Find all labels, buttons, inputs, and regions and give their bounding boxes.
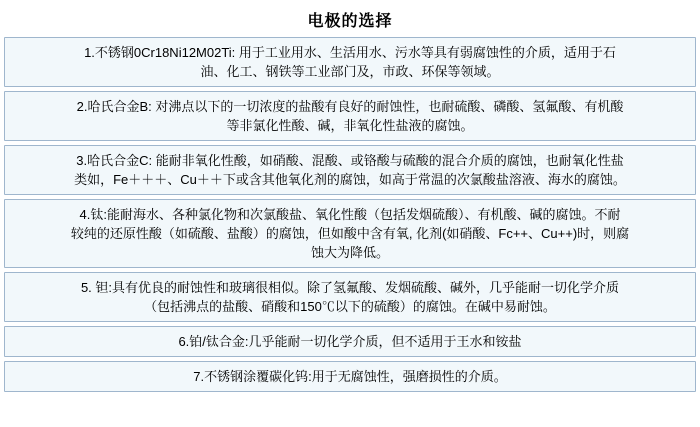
row-line: 蚀大为降低。 — [310, 245, 389, 260]
page-title: 电极的选择 — [307, 13, 393, 30]
list-item — [4, 37, 696, 87]
list-item — [4, 199, 696, 268]
list-item — [4, 272, 696, 322]
list-item — [4, 91, 696, 141]
row-line: 5. 钽:具有优良的耐蚀性和玻璃很相似。除了氢氟酸、发烟硫酸、碱外，几乎能耐一切化学介质 — [80, 280, 620, 295]
row-line: 较纯的还原性酸（如硫酸、盐酸）的腐蚀，但如酸中含有氧, 化剂(如硝酸、Fc++、Cu++)时，则腐 — [70, 226, 630, 241]
row-line: 2.哈氏合金B: 对沸点以下的一切浓度的盐酸有良好的耐蚀性，也耐硫酸、磷酸、氢氟酸、有机酸 — [76, 99, 624, 114]
row-line: 7.不锈钢涂覆碳化钨:用于无腐蚀性，强磨损性的介质。 — [193, 369, 507, 384]
row-line: （包括沸点的盐酸、硝酸和150℃以下的硫酸）的腐蚀。在碱中易耐蚀。 — [144, 299, 556, 314]
list-item — [4, 145, 696, 195]
row-line: 类如，Fe＋＋＋、Cu＋＋下或含其他氧化剂的腐蚀，如高于常温的次氯酸盐溶液、海水的腐蚀。 — [74, 172, 626, 187]
row-line: 1.不锈钢0Cr18Ni12M02Ti: 用于工业用水、生活用水、污水等具有弱腐蚀性的介质，适用于石 — [84, 45, 616, 60]
row-line: 4.钛:能耐海水、各种氯化物和次氯酸盐、氧化性酸（包括发烟硫酸）、有机酸、碱的腐蚀。不耐 — [79, 207, 621, 222]
list-item — [4, 361, 696, 392]
row-line: 油、化工、钢铁等工业部门及，市政、环保等领域。 — [200, 64, 500, 79]
electrode-selection-list — [0, 37, 700, 392]
row-line: 6.铂/钛合金:几乎能耐一切化学介质，但不适用于王水和铵盐 — [178, 334, 522, 349]
row-line: 等非氯化性酸、碱，非氧化性盐液的腐蚀。 — [226, 118, 474, 133]
row-line: 3.哈氏合金C: 能耐非氧化性酸，如硝酸、混酸、或铬酸与硫酸的混合介质的腐蚀，也耐氧化性盐 — [76, 153, 624, 168]
list-item — [4, 326, 696, 357]
